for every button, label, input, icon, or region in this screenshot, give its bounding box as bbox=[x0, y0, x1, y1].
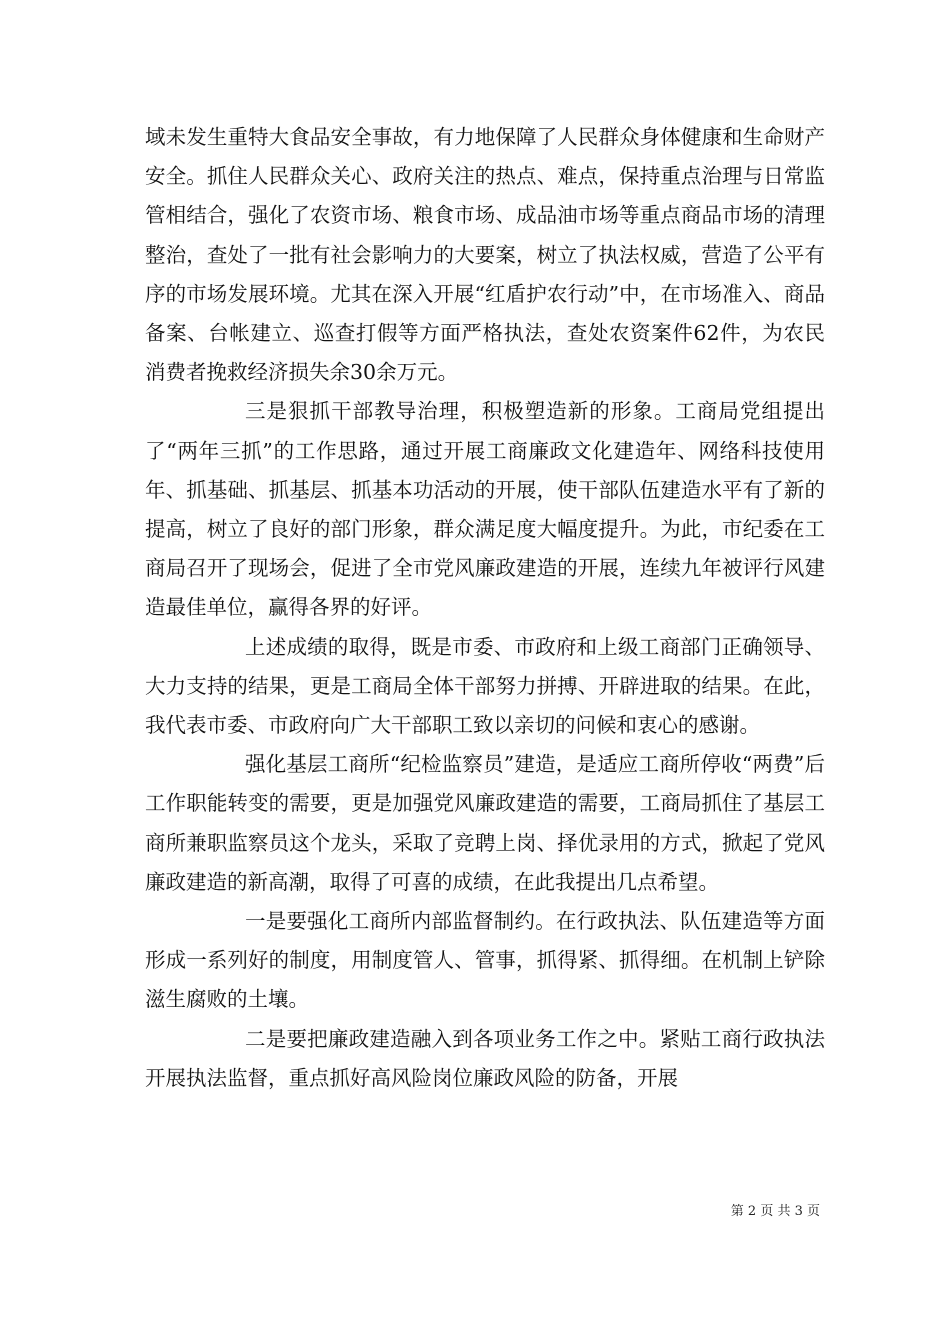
paragraph-4: 强化基层工商所“纪检监察员”建造，是适应工商所停收“两费”后工作职能转变的需要，更是加强党风廉政建造的需要，工商局抓住了基层工商所兼职监察员这个龙头，采取了竞聘上岗、择优录用的方式，掀起了党风廉政建造的新高潮，取得了可喜的成绩，在此我提出几点希望。 bbox=[145, 752, 825, 894]
page-number: 第 2 页 共 3 页 bbox=[730, 1204, 820, 1219]
paragraph-1: 域未发生重特大食品安全事故，有力地保障了人民群众身体健康和生命财产安全。抓住人民群众关心、政府关注的热点、难点，保持重点治理与日常监管相结合，强化了农资市场、粮食市场、成品油市场等重点商品市场的清理整治，查处了一批有社会影响力的大要案，树立了执法权威，营造了公平有序的市场发展环境。尤其在深入开展“红盾护农行动”中，在市场准入、商品备案、台帐建立、巡查打假等方面严格执法，查处农资案件62件，为农民消费者挽救经济损失余30余万元。 bbox=[145, 125, 825, 385]
body-text bbox=[145, 118, 825, 1098]
paragraph-6: 二是要把廉政建造融入到各项业务工作之中。紧贴工商行政执法开展执法监督，重点抓好高风险岗位廉政风险的防备，开展 bbox=[145, 1026, 825, 1090]
paragraph-2: 三是狠抓干部教导治理，积极塑造新的形象。工商局党组提出了“两年三抓”的工作思路，通过开展工商廉政文化建造年、网络科技使用年、抓基础、抓基层、抓基本功活动的开展，使干部队伍建造水平有了新的提高，树立了良好的部门形象，群众满足度大幅度提升。为此，市纪委在工商局召开了现场会，促进了全市党风廉政建造的开展，连续九年被评行风建造最佳单位，赢得各界的好评。 bbox=[145, 399, 825, 620]
paragraph-3: 上述成绩的取得，既是市委、市政府和上级工商部门正确领导、大力支持的结果，更是工商局全体干部努力拼搏、开辟进取的结果。在此，我代表市委、市政府向广大干部职工致以亲切的问候和衷心的感谢。 bbox=[145, 634, 825, 738]
paragraph-5: 一是要强化工商所内部监督制约。在行政执法、队伍建造等方面形成一系列好的制度，用制度管人、管事，抓得紧、抓得细。在机制上铲除滋生腐败的土壤。 bbox=[145, 909, 825, 1012]
